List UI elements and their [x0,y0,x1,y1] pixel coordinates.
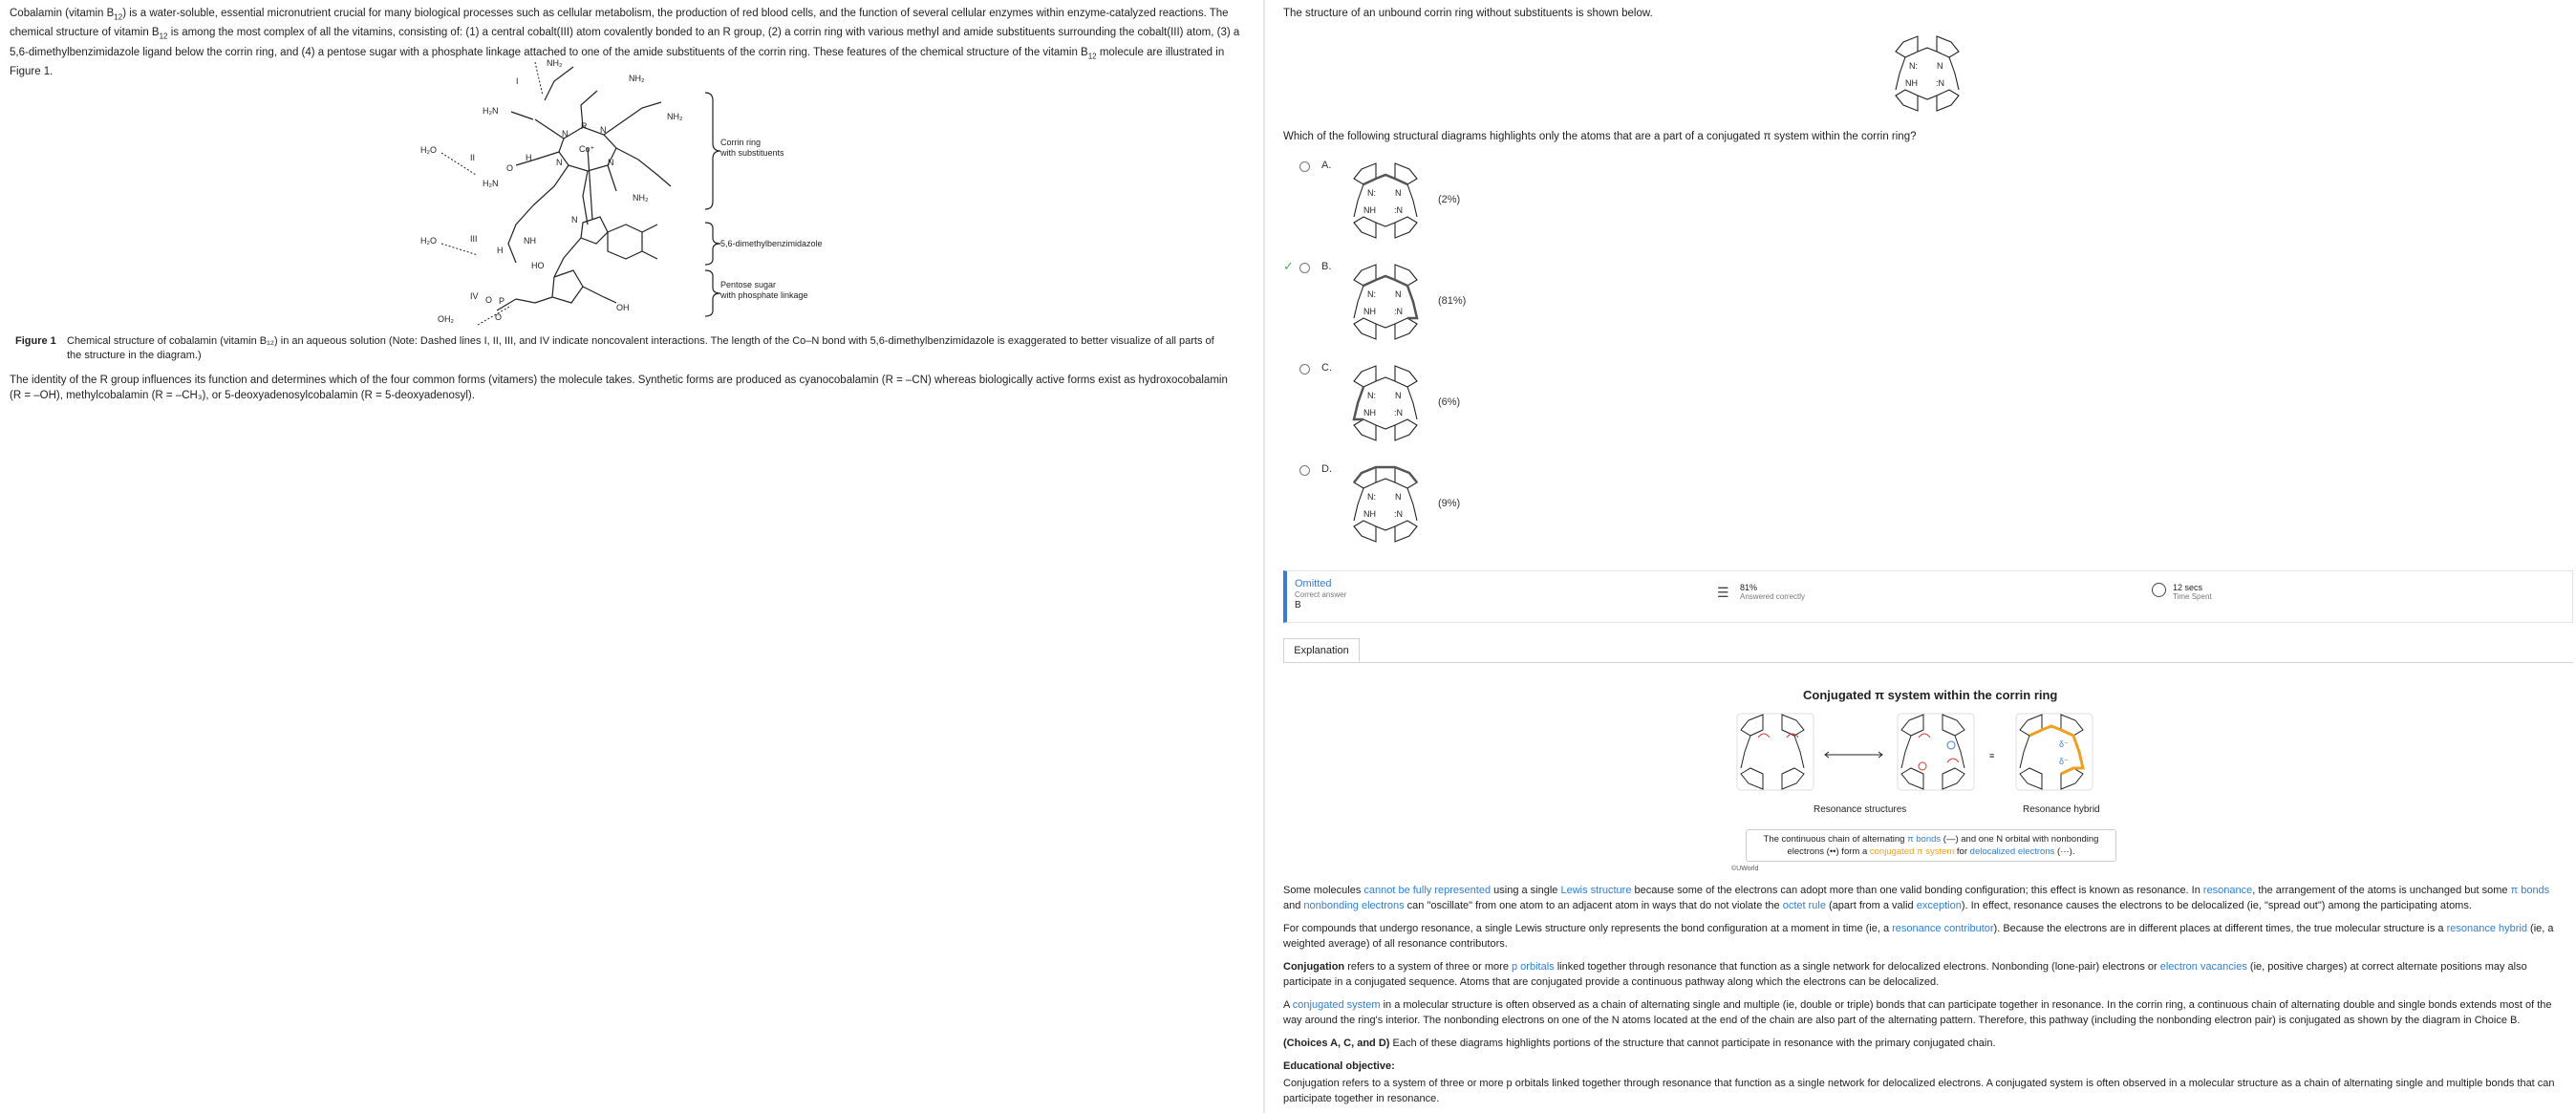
answer-choice-c[interactable] [1283,360,1627,456]
label-I: I [516,76,519,86]
label-r-group: R [581,121,588,131]
svg-text:N: N [1395,289,1402,299]
correct-answer-value: B [1295,600,1301,610]
choice-percent: (2%) [1438,194,1461,205]
label-dmb: 5,6-dimethylbenzimidazole [720,239,823,248]
choice-percent: (6%) [1438,396,1461,408]
label-n-4: N [608,158,614,167]
label-corrin-ring-2: with substituents [720,148,784,158]
label-corrin-ring: Corrin ring [720,138,762,147]
time-spent-value: 12 secs [2173,583,2203,592]
educational-objective-text: Conjugation refers to a system of three or more p orbitals linked together through resonance that function as a single network for delocalized electrons. A conjugated system is often observed in a molecular structure as a chain of alternating single and multiple bonds that can participate together in resonance. [1283,1078,2555,1104]
answer-choice-a[interactable] [1283,158,1627,253]
clock-icon [2152,583,2166,597]
svg-text::N: :N [1394,509,1403,519]
label-o-1: O [485,295,493,305]
svg-text::N: :N [1394,307,1403,316]
delta-minus-label: δ⁻ [2059,739,2069,749]
choice-corrin-diagram [1342,158,1428,244]
choice-percent: (81%) [1438,295,1467,307]
unbound-corrin-ring [1884,31,1970,117]
label-III: III [470,234,478,244]
label-IV: IV [470,291,479,301]
question-intro: The structure of an unbound corrin ring without substituents is shown below. [1283,8,1653,19]
choice-letter: A. [1321,160,1332,171]
label-p: P [499,296,505,306]
link-resonance-hybrid[interactable]: resonance hybrid [2446,923,2527,934]
time-spent-label: Time Spent [2173,592,2212,601]
explanation-paragraph-2: For compounds that undergo resonance, a single Lewis structure only represents the bond configuration at a moment in time (ie, a resonance contributor). Because the electrons are in different places at different times, the true molecular structure is a resonance hybrid (ie, a weighted average) of all resonance contributors. [1283,923,2554,950]
bar-chart-icon: ☰ [1717,585,1729,600]
label-n-5: N [571,215,578,225]
legend-conjugated-system: conjugated π system [1869,846,1955,857]
delta-minus-label-2: δ⁻ [2059,757,2069,766]
passage-paragraph-2: The identity of the R group influences its function and determines which of the four common forms (vitamers) the molecule takes. Synthetic forms are produced as cyanocobalamin (R = –CN) whereas biologically active forms exist as hydroxocobalamin (R = –OH), methylcobalamin (R = –CH₃), or 5-deoxyadenosylcobalamin (R = 5-deoxyadenosyl). [10,375,1228,401]
svg-text:NH: NH [1363,408,1376,417]
link-cannot-be-represented[interactable]: cannot be fully represented [1363,885,1492,896]
label-h2n-2: H₂N [483,179,499,188]
label-oh: OH [616,303,630,312]
ring-label-n-2: N [1937,61,1943,71]
question-stem: Which of the following structural diagrams highlights only the atoms that are a part of a conjugated π system within the corrin ring? [1283,131,1917,142]
tab-underline [1283,662,2573,663]
label-pentose-sugar-2: with phosphate linkage [720,290,808,300]
link-lewis-structure[interactable]: Lewis structure [1560,885,1632,896]
label-h2n-1: H₂N [483,106,499,116]
svg-text:N:: N: [1367,289,1376,299]
choice-letter: B. [1321,261,1332,272]
link-pi-bonds[interactable]: π bonds [2510,885,2550,896]
svg-text:NH: NH [1363,205,1376,215]
correct-check-icon: ✓ [1283,259,1294,273]
label-nh2-2: NH₂ [629,74,645,83]
label-nh2-1: NH₂ [547,58,563,68]
choice-letter: C. [1321,362,1332,374]
label-nh2-4: NH₂ [633,193,649,203]
correct-answer-label: Correct answer [1295,590,1347,599]
label-ho: HO [531,261,545,270]
educational-objective-title: Educational objective: [1283,1060,1395,1072]
choice-corrin-diagram [1342,259,1428,345]
label-n-3: N [556,158,563,167]
percent-correct-label: Answered correctly [1740,592,1806,601]
res-structures-label: Resonance structures [1814,804,1907,815]
svg-text:N: N [1395,188,1402,198]
label-h-2: H [526,153,532,162]
label-n-2: N [600,125,607,135]
link-conjugated-system[interactable]: conjugated system [1292,999,1381,1011]
status-block [1295,579,1346,610]
ring-label-n-3: :N [1936,78,1944,88]
link-electron-vacancies[interactable]: electron vacancies [2159,961,2247,973]
label-o-2: O [495,312,503,322]
time-block [2152,583,2212,602]
label-h2o-1: H₂O [420,145,437,155]
legend-pi-bonds: π bonds [1907,834,1942,845]
link-resonance[interactable]: resonance [2202,885,2253,896]
label-II: II [470,153,476,162]
svg-text::N: :N [1394,205,1403,215]
cobalamin-structure-figure [420,53,841,330]
svg-text::N: :N [1394,408,1403,417]
svg-text:N: N [1395,391,1402,400]
answer-stats-bar [1283,570,2573,623]
radio-button[interactable] [1299,161,1310,172]
link-nonbonding-electrons[interactable]: nonbonding electrons [1303,900,1405,911]
explanation-paragraph-5: (Choices A, C, and D) Each of these diagrams highlights portions of the structure that cannot participate in resonance with the primary conjugated chain. [1283,1038,1996,1049]
percent-correct-value: 81% [1740,583,1758,592]
svg-text:NH: NH [1363,307,1376,316]
label-cobalt: Co⁺ [579,144,595,154]
label-n-1: N [562,129,569,139]
resonance-diagram [1729,709,2121,804]
passage-paragraph-1: Cobalamin (vitamin $B_{12}$) is a water-soluble, essential micronutrient crucial for many biological processes such as cellular metabolism, the production of red blood cells, and the function of several cellular enzymes within enzyme-catalyzed reactions. The chemical structure of vitamin $B_{12}$ is among the most complex of all the vitamins, consisting of: (1) a central cobalt(III) atom covalently bonded to an R group, (2) a corrin ring with various methyl and amide substituents surrounding the cobalt(III) atom, (3) a 5,6-dimethylbenzimidazole ligand below the corrin ring, and (4) a pentose sugar with a phosphate linkage attached to one of the amide substituents of the corrin ring. These features of the chemical structure of the vitamin $B_{12}$ molecule are illustrated in Figure 1. [10,8,1240,77]
radio-button[interactable] [1299,364,1310,375]
label-oh2: OH₂ [438,314,454,324]
label-h-1: H [497,246,504,255]
link-octet-rule[interactable]: octet rule [1782,900,1826,911]
radio-button[interactable] [1299,465,1310,476]
label-nh: NH [524,236,536,246]
ring-label-nh: NH [1905,78,1918,88]
svg-text:N: N [1395,492,1402,502]
label-h2o-2: H₂O [420,236,437,246]
explanation-paragraph-1: Some molecules cannot be fully represented using a single Lewis structure because some of the electrons can adopt more than one valid bonding configuration; this effect is known as resonance. In resonance, the arrangement of the atoms is unchanged but some π bonds and nonbonding electrons can "oscillate" from one atom to an adjacent atom in ways that do not violate the octet rule (apart from a valid exception). In effect, resonance causes the electrons to be delocalized (ie, "spread out") among the participating atoms. [1283,885,2550,911]
status-omitted: Omitted [1295,578,1332,589]
label-o-3: O [506,163,514,173]
answer-choice-b[interactable] [1283,259,1627,354]
link-p-orbitals[interactable]: p orbitals [1512,961,1555,973]
choice-corrin-diagram [1342,461,1428,547]
explanation-paragraph-4: A conjugated system in a molecular structure is often observed as a chain of alternating single and multiple (ie, double or triple) bonds that can participate together in resonance. In the corrin ring, a continuous chain of alternating double and single bonds extends most of the way around the ring's interior. The nonbonding electrons on one of the N atoms located at the end of the chain are also part of the alternating pattern. Therefore, this pathway (including the nonbonding electron pair) is conjugated as shown by the diagram in Choice B. [1283,999,2552,1026]
figure-caption: Figure 1 Chemical structure of cobalamin (vitamin B₁₂) in an aqueous solution (Note: Dashed lines I, II, III, and IV indicate noncovalent interactions. The length of the Co–N bond with 5,6-dimethylbenzimidazole is exaggerated to better visualize of all parts of the structure in the diagram.) [15,335,1214,361]
answer-choice-d[interactable] [1283,461,1627,557]
choice-letter: D. [1321,463,1332,475]
choice-percent: (9%) [1438,498,1461,509]
percent-block [1717,583,1805,602]
svg-text:N:: N: [1367,391,1376,400]
svg-text:NH: NH [1363,509,1376,519]
equiv-sign: ≡ [1989,751,1995,760]
link-resonance-contributor[interactable]: resonance contributor [1892,923,1994,934]
pane-divider[interactable] [1263,0,1265,1113]
label-nh2-3: NH₂ [667,112,683,121]
svg-text:N:: N: [1367,492,1376,502]
radio-button[interactable] [1299,263,1310,273]
legend-delocalized-electrons: delocalized electrons [1969,846,2055,857]
tab-explanation[interactable]: Explanation [1283,638,1360,663]
ring-label-n-1: N: [1909,61,1918,71]
res-hybrid-label: Resonance hybrid [2023,804,2100,815]
explanation-paragraph-3: Conjugation refers to a system of three or more p orbitals linked together through resonance that function as a single network for delocalized electrons. Nonbonding (lone-pair) electrons or electron vacancies (ie, positive charges) at correct alternate positions may also participate in a conjugated sequence. Atoms that are conjugated provide a continuous pathway along which the electrons can be delocalized. [1283,961,2527,988]
explanation-figure-title: Conjugated π system within the corrin ring [1803,688,2058,702]
copyright: ©UWorld [1731,866,1759,872]
label-pentose-sugar: Pentose sugar [720,280,777,289]
choice-corrin-diagram [1342,360,1428,446]
svg-text:N:: N: [1367,188,1376,198]
resonance-legend: The continuous chain of alternating π bonds (—) and one N orbital with nonbonding electrons (••) form a conjugated π system for delocalized electrons (···). [1746,829,2116,862]
link-exception[interactable]: exception [1916,900,1962,911]
